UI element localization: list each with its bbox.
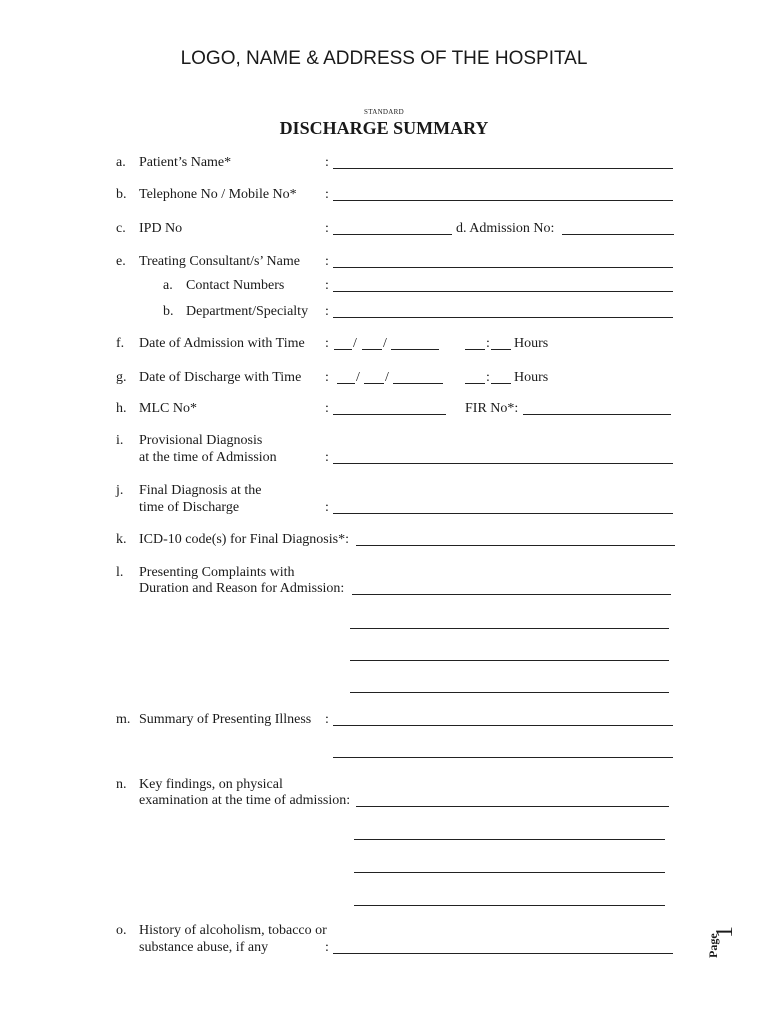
- admission-no-line[interactable]: [562, 234, 674, 235]
- provisional-diagnosis-line[interactable]: [333, 463, 673, 464]
- field-f-letter: f.: [116, 336, 125, 351]
- admission-month-line[interactable]: [362, 349, 382, 350]
- field-g-letter: g.: [116, 370, 127, 385]
- discharge-date-label: Date of Discharge with Time: [139, 370, 302, 385]
- field-i-letter: i.: [116, 433, 124, 448]
- discharge-year-line[interactable]: [393, 383, 443, 384]
- field-o-letter: o.: [116, 923, 127, 938]
- date-slash: /: [356, 370, 360, 385]
- field-b-letter: b.: [116, 187, 127, 202]
- presenting-complaints-label-2: Duration and Reason for Admission:: [139, 581, 345, 596]
- key-findings-line-2[interactable]: [354, 839, 665, 840]
- telephone-label: Telephone No / Mobile No*: [139, 187, 297, 202]
- field-e-letter: e.: [116, 254, 126, 269]
- colon: :: [325, 450, 329, 465]
- date-slash: /: [385, 370, 389, 385]
- icd-code-line[interactable]: [356, 545, 675, 546]
- provisional-diagnosis-label: Provisional Diagnosis: [139, 433, 263, 448]
- discharge-hour-line[interactable]: [465, 383, 485, 384]
- field-n-letter: n.: [116, 777, 127, 792]
- key-findings-line-4[interactable]: [354, 905, 665, 906]
- admission-year-line[interactable]: [391, 349, 439, 350]
- colon: :: [325, 304, 329, 319]
- consultant-name-label: Treating Consultant/s’ Name: [139, 254, 300, 269]
- discharge-day-line[interactable]: [337, 383, 355, 384]
- presenting-complaints-line-1[interactable]: [352, 594, 671, 595]
- key-findings-line-1[interactable]: [356, 806, 669, 807]
- colon: :: [325, 155, 329, 170]
- department-label: Department/Specialty: [186, 304, 309, 319]
- field-k-letter: k.: [116, 532, 127, 547]
- fir-no-label: FIR No*:: [465, 401, 519, 416]
- colon: :: [325, 336, 329, 351]
- final-diagnosis-label-2: time of Discharge: [139, 500, 240, 515]
- colon: :: [325, 254, 329, 269]
- icd-code-label: ICD-10 code(s) for Final Diagnosis*:: [139, 532, 349, 547]
- form-title: DISCHARGE SUMMARY: [279, 118, 489, 138]
- colon: :: [325, 370, 329, 385]
- patient-name-line[interactable]: [333, 168, 673, 169]
- time-separator: :: [486, 370, 490, 385]
- admission-no-label: d. Admission No:: [456, 221, 555, 236]
- colon: :: [325, 712, 329, 727]
- presenting-illness-label: Summary of Presenting Illness: [139, 712, 312, 727]
- key-findings-line-3[interactable]: [354, 872, 665, 873]
- field-a-letter: a.: [116, 155, 126, 170]
- department-line[interactable]: [333, 317, 673, 318]
- hours-label: Hours: [514, 370, 549, 385]
- presenting-complaints-line-3[interactable]: [350, 660, 669, 661]
- final-diagnosis-line[interactable]: [333, 513, 673, 514]
- hours-label: Hours: [514, 336, 549, 351]
- ipd-no-line[interactable]: [333, 234, 452, 235]
- field-c-letter: c.: [116, 221, 126, 236]
- key-findings-label: Key findings, on physical: [139, 777, 283, 792]
- field-h-letter: h.: [116, 401, 127, 416]
- field-l-letter: l.: [116, 565, 124, 580]
- final-diagnosis-label: Final Diagnosis at the: [139, 483, 262, 498]
- field-j-letter: j.: [116, 483, 124, 498]
- telephone-line[interactable]: [333, 200, 673, 201]
- admission-minute-line[interactable]: [491, 349, 511, 350]
- date-slash: /: [353, 336, 357, 351]
- provisional-diagnosis-label-2: at the time of Admission: [139, 450, 277, 465]
- patient-name-label: Patient’s Name*: [139, 155, 232, 170]
- presenting-illness-line-2[interactable]: [333, 757, 673, 758]
- page-number: 1: [712, 926, 738, 938]
- date-slash: /: [383, 336, 387, 351]
- substance-abuse-label-2: substance abuse, if any: [139, 940, 269, 955]
- colon: :: [325, 278, 329, 293]
- fir-no-line[interactable]: [523, 414, 671, 415]
- page-word: Page: [706, 933, 720, 958]
- presenting-complaints-label: Presenting Complaints with: [139, 565, 295, 580]
- admission-day-line[interactable]: [334, 349, 352, 350]
- contact-numbers-label: Contact Numbers: [186, 278, 285, 293]
- field-m-letter: m.: [116, 712, 131, 727]
- presenting-illness-line-1[interactable]: [333, 725, 673, 726]
- mlc-no-label: MLC No*: [139, 401, 197, 416]
- colon: :: [325, 401, 329, 416]
- sub-b-letter: b.: [163, 304, 174, 319]
- hospital-header: LOGO, NAME & ADDRESS OF THE HOSPITAL: [180, 48, 588, 69]
- ipd-no-label: IPD No: [139, 221, 183, 236]
- admission-hour-line[interactable]: [465, 349, 485, 350]
- admission-date-label: Date of Admission with Time: [139, 336, 305, 351]
- substance-abuse-label: History of alcoholism, tobacco or: [139, 923, 327, 938]
- presenting-complaints-line-2[interactable]: [350, 628, 669, 629]
- discharge-minute-line[interactable]: [491, 383, 511, 384]
- discharge-month-line[interactable]: [364, 383, 384, 384]
- colon: :: [325, 940, 329, 955]
- standard-label: STANDARD: [364, 108, 404, 116]
- contact-numbers-line[interactable]: [333, 291, 673, 292]
- time-separator: :: [486, 336, 490, 351]
- sub-a-letter: a.: [163, 278, 173, 293]
- substance-abuse-line[interactable]: [333, 953, 673, 954]
- consultant-name-line[interactable]: [333, 267, 673, 268]
- key-findings-label-2: examination at the time of admission:: [139, 793, 351, 808]
- mlc-no-line[interactable]: [333, 414, 446, 415]
- colon: :: [325, 500, 329, 515]
- presenting-complaints-line-4[interactable]: [350, 692, 669, 693]
- colon: :: [325, 187, 329, 202]
- colon: :: [325, 221, 329, 236]
